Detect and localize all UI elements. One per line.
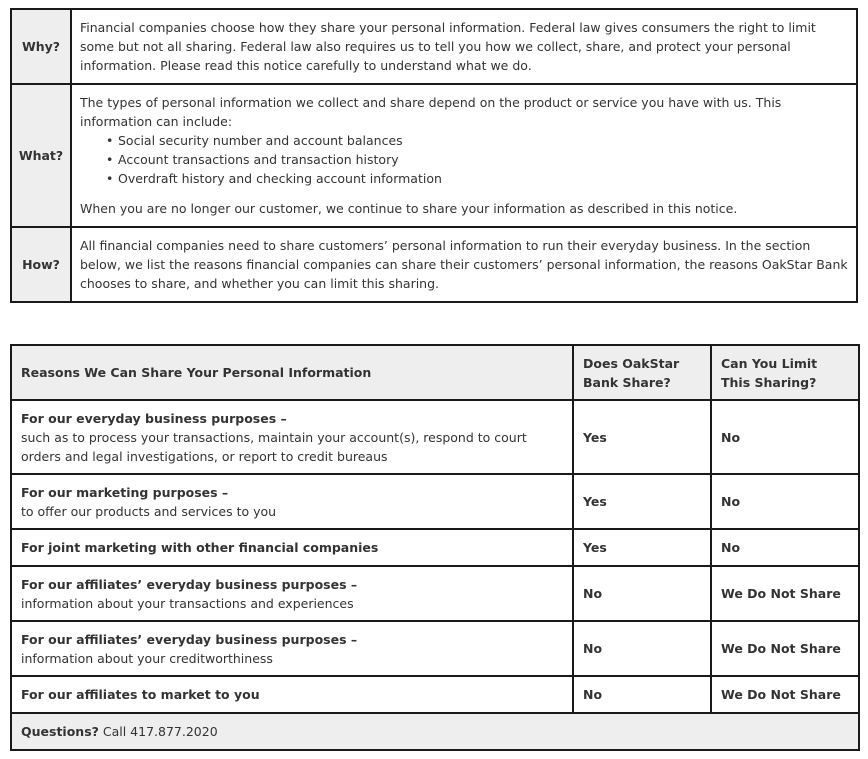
reason-cell xyxy=(11,400,573,474)
facts-key: What? xyxy=(11,84,71,227)
reason-title: For our affiliates’ everyday business purposes – xyxy=(21,631,358,647)
questions-phone: Call 417.877.2020 xyxy=(102,724,218,739)
limit-cell: We Do Not Share xyxy=(711,566,859,621)
facts-table xyxy=(10,8,858,303)
facts-value: Financial companies choose how they share your personal information. Federal law gives consumers the right to limit some but not all sharing. Federal law also requires us to tell you how we collect, share, and protect your personal information. Please read this notice carefully to understand what we do. xyxy=(71,9,857,84)
table-row xyxy=(11,529,859,566)
column-header-limit: Can You Limit This Sharing? xyxy=(711,345,859,400)
table-header-row xyxy=(11,345,859,400)
limit-cell: No xyxy=(711,474,859,529)
facts-row-how xyxy=(11,227,857,302)
column-header-reasons: Reasons We Can Share Your Personal Information xyxy=(11,345,573,400)
what-list xyxy=(80,131,848,188)
reason-desc: information about your creditworthiness xyxy=(21,650,273,666)
column-header-shares: Does OakStar Bank Share? xyxy=(573,345,711,400)
reason-title: For our marketing purposes – xyxy=(21,484,229,500)
reason-cell xyxy=(11,621,573,676)
facts-key: Why? xyxy=(11,9,71,84)
list-item: • Overdraft history and checking account information xyxy=(118,169,848,188)
reason-desc: such as to process your transactions, maintain your account(s), respond to court orders and legal investigations, or report to credit bureaus xyxy=(21,429,527,464)
reason-desc: information about your transactions and experiences xyxy=(21,595,354,611)
reason-title: For our affiliates to market to you xyxy=(21,687,260,702)
limit-cell: We Do Not Share xyxy=(711,621,859,676)
table-row xyxy=(11,400,859,474)
what-intro: The types of personal information we collect and share depend on the product or service you have with us. This information can include: xyxy=(80,95,782,129)
reasons-table xyxy=(10,344,860,751)
shares-cell: No xyxy=(573,621,711,676)
table-row xyxy=(11,621,859,676)
facts-value xyxy=(71,84,857,227)
shares-cell: No xyxy=(573,566,711,621)
reason-desc: to offer our products and services to you xyxy=(21,503,277,519)
shares-cell: Yes xyxy=(573,400,711,474)
limit-cell: We Do Not Share xyxy=(711,676,859,713)
facts-value: All financial companies need to share customers’ personal information to run their everyday business. In the section below, we list the reasons financial companies can share their customers’ personal information, the reasons OakStar Bank chooses to share, and whether you can limit this sharing. xyxy=(71,227,857,302)
limit-cell: No xyxy=(711,529,859,566)
what-outro: When you are no longer our customer, we continue to share your information as described in this notice. xyxy=(80,201,738,216)
reason-title: For our affiliates’ everyday business purposes – xyxy=(21,576,358,592)
shares-cell: No xyxy=(573,676,711,713)
shares-cell: Yes xyxy=(573,474,711,529)
list-item: • Social security number and account balances xyxy=(118,131,848,150)
reason-title: For joint marketing with other financial companies xyxy=(21,540,379,555)
limit-cell: No xyxy=(711,400,859,474)
reason-title: For our everyday business purposes – xyxy=(21,410,287,426)
questions-row xyxy=(11,713,859,750)
reason-cell xyxy=(11,474,573,529)
table-row xyxy=(11,474,859,529)
reason-cell xyxy=(11,676,573,713)
facts-key: How? xyxy=(11,227,71,302)
questions-label: Questions? xyxy=(21,724,99,739)
table-row xyxy=(11,566,859,621)
facts-row-what xyxy=(11,84,857,227)
shares-cell: Yes xyxy=(573,529,711,566)
facts-row-why xyxy=(11,9,857,84)
questions-cell xyxy=(11,713,859,750)
list-item: • Account transactions and transaction history xyxy=(118,150,848,169)
reason-cell xyxy=(11,529,573,566)
reason-cell xyxy=(11,566,573,621)
table-row xyxy=(11,676,859,713)
